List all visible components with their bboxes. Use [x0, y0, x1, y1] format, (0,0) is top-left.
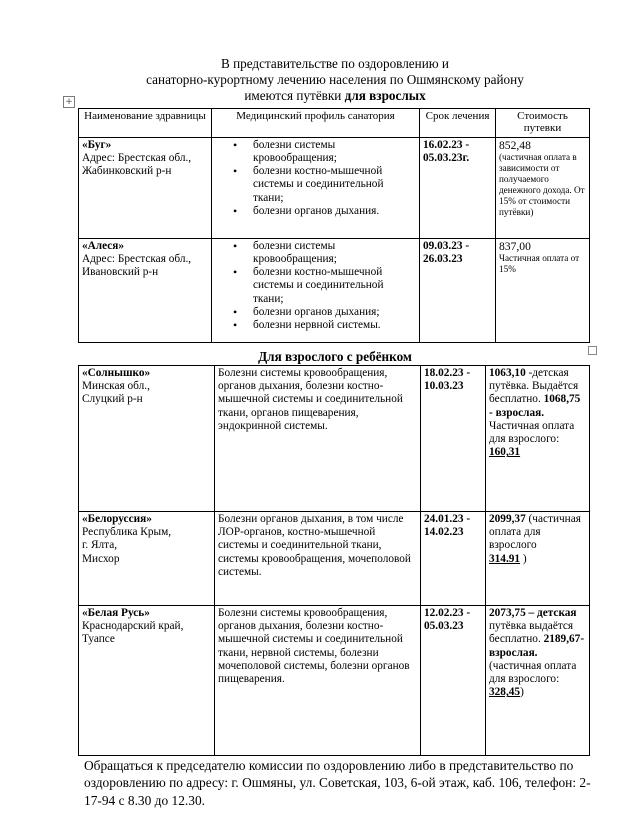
table-row	[79, 512, 590, 606]
address-line: Туапсе	[82, 633, 115, 646]
address-line: г. Ялта,	[82, 539, 118, 552]
cost-partial: 314.91	[489, 552, 521, 565]
sanatorium-cell	[79, 512, 215, 606]
cost-cell	[486, 606, 590, 756]
sanatorium-cell	[79, 137, 212, 238]
cost-child-note: путёвка выдаётся бесплатно.	[489, 620, 574, 646]
period-value: 12.02.23 - 05.03.23	[424, 607, 471, 633]
section-title-adult-child: Для взрослого с ребёнком	[258, 349, 412, 364]
table-header-row	[79, 109, 590, 138]
period-cell	[421, 606, 486, 756]
address-line: Ивановский р-н	[82, 266, 159, 279]
cost-adult: 1068,75 - взрослая.	[489, 393, 581, 419]
profile-cell: Болезни системы кровообращения, органов дыхания, болезни костно-мышечной системы и соединительной ткани, нервной системы, болезни мочеполовой системы, болезни органов пищеварения.	[215, 606, 421, 756]
header-name: Наименование здравницы	[79, 109, 212, 138]
contact-info: Обращаться к председателю комиссии по оздоровлению либо в представительство по оздоровлению по адресу: г. Ошмяны, ул. Советская, 103, 6-ой этаж, каб. 106, телефон: 2-17-94 с 8.30 до 12.30.	[84, 758, 591, 808]
title-line-3	[80, 88, 590, 104]
adult-child-vouchers-table	[78, 365, 590, 756]
title-line-1: В представительстве по оздоровлению и	[221, 56, 449, 71]
period-cell	[421, 366, 486, 512]
header-period: Срок лечения	[420, 109, 496, 138]
title-line-3-bold: для взрослых	[344, 88, 426, 103]
period-value: 09.03.23 - 26.03.23	[423, 239, 470, 266]
address-line: Слуцкий р-н	[82, 393, 143, 406]
period-value: 16.02.23 - 05.03.23г.	[423, 138, 470, 165]
sanatorium-name: «Алеся»	[82, 239, 125, 252]
price-note: Частичная оплата от 15%	[499, 253, 580, 275]
cost-total: 2099,37	[489, 513, 526, 525]
period-value: 18.02.23 - 10.03.23	[424, 367, 471, 393]
sanatorium-name: «Белая Русь»	[82, 607, 150, 619]
cost-cell	[486, 366, 590, 512]
title-line-2: санаторно-курортному лечению населения по Ошмянскому району	[146, 72, 524, 87]
sanatorium-cell	[79, 238, 212, 342]
sanatorium-name: «Буг»	[82, 138, 112, 151]
price-value: 852,48	[499, 138, 531, 152]
table-row	[79, 238, 590, 342]
move-handle-icon[interactable]: +	[63, 96, 75, 108]
profile-cell: Болезни органов дыхания, в том числе ЛОР-органов, костно-мышечной системы и соединительной ткани, системы кровообращения, мочеполовой системы.	[215, 512, 421, 606]
address-line: Краснодарский край,	[82, 620, 184, 633]
table-row	[79, 137, 590, 238]
cost-child-note: -детская путёвка. Выдаётся бесплатно.	[489, 367, 579, 406]
cost-total-note: (частичная оплата для взрослого	[489, 513, 581, 552]
address-line: Жабинковский р-н	[82, 165, 172, 178]
list-item: • болезни нервной системы.	[253, 319, 416, 332]
sanatorium-cell	[79, 366, 215, 512]
cost-cell	[486, 512, 590, 606]
profile-list	[215, 240, 416, 332]
cost-partial-tail: )	[520, 686, 524, 699]
header-profile: Медицинский профиль санатория	[212, 109, 420, 138]
table-row	[79, 366, 590, 512]
period-value: 24.01.23 - 14.02.23	[424, 513, 471, 539]
period-cell	[421, 512, 486, 606]
address-line: Адрес: Брестская обл.,	[82, 152, 192, 165]
profile-cell	[212, 137, 420, 238]
list-item: • болезни костно-мышечной системы и соединительной ткани;	[253, 165, 416, 205]
cost-adult: 2189,67- взрослая.	[489, 633, 585, 659]
period-cell	[420, 137, 496, 238]
cost-child: 1063,10	[489, 367, 526, 379]
sanatorium-name: «Солнышко»	[82, 367, 151, 379]
adult-vouchers-table	[78, 108, 590, 343]
list-item: • болезни органов дыхания;	[253, 306, 416, 319]
profile-cell	[212, 238, 420, 342]
document-title	[80, 56, 590, 104]
cost-partial: 328,45	[489, 686, 521, 699]
address-line: Мисхор	[82, 552, 120, 565]
period-cell	[420, 238, 496, 342]
sanatorium-name: «Белоруссия»	[82, 513, 152, 525]
cost-cell	[496, 238, 590, 342]
profile-list	[215, 139, 416, 218]
address-line: Адрес: Брестская обл.,	[82, 253, 192, 266]
list-item: • болезни органов дыхания.	[253, 205, 416, 218]
list-item: • болезни системы кровообращения;	[253, 139, 416, 165]
cost-partial-tail: )	[520, 552, 527, 565]
cost-partial: 160,31	[489, 446, 521, 459]
profile-cell: Болезни системы кровообращения, органов дыхания, болезни костно-мышечной системы и соединительной ткани, органов пищеварения, эндокринной системы.	[215, 366, 421, 512]
sanatorium-cell	[79, 606, 215, 756]
table-row	[79, 606, 590, 756]
cost-adult-note: Частичная оплата для взрослого:	[489, 419, 575, 446]
address-line: Минская обл.,	[82, 380, 150, 393]
cost-cell	[496, 137, 590, 238]
list-item: • болезни костно-мышечной системы и соединительной ткани;	[253, 266, 416, 306]
list-item: • болезни системы кровообращения;	[253, 240, 416, 266]
address-line: Республика Крым,	[82, 526, 172, 539]
header-cost: Стоимость путевки	[496, 109, 590, 138]
cost-adult-note: (частичная оплата для взрослого:	[489, 659, 577, 686]
title-line-3-prefix: имеются путёвки	[244, 88, 345, 103]
price-note: (частичная оплата в зависимости от получаемого денежного дохода. От 15% от стоимости путёвки)	[499, 152, 585, 218]
cost-child: 2073,75 – детская	[489, 607, 577, 619]
price-value: 837,00	[499, 239, 531, 253]
